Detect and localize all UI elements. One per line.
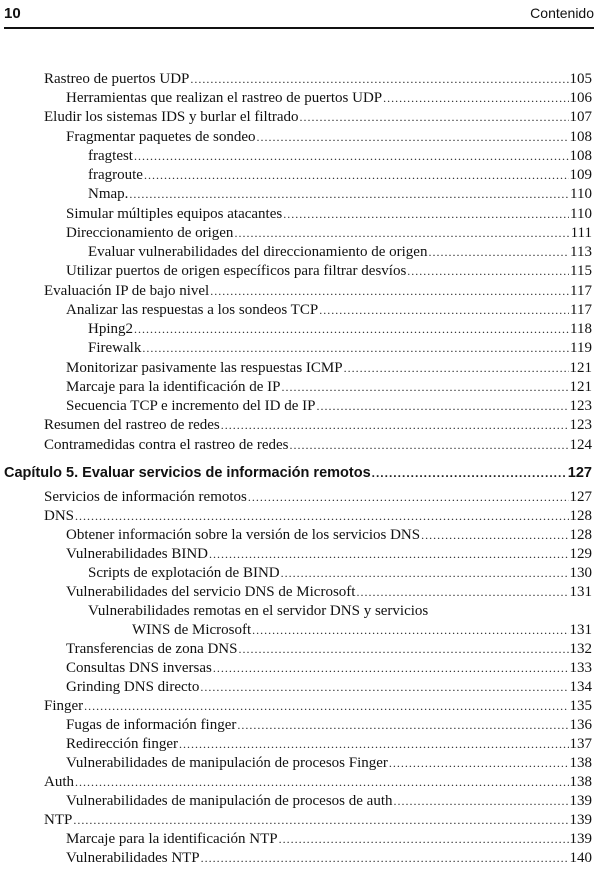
toc-entry: DNS ..... 128 [44,507,592,526]
toc-entry: Grinding DNS directo ..... 134 [66,678,592,697]
toc-entry: Fragmentar paquetes de sondeo ..... 108 [66,128,592,147]
toc-entry: Fugas de información finger ..... 136 [66,716,592,735]
toc-entry: Scripts de explotación de BIND ..... 130 [88,564,592,583]
toc-entry: Herramientas que realizan el rastreo de puertos UDP ..... 106 [66,89,592,108]
toc-entry: Obtener información sobre la versión de los servicios DNS ..... 128 [66,526,592,545]
toc-entry: Monitorizar pasivamente las respuestas ICMP ..... 121 [66,359,592,378]
toc-entry: NTP ..... 139 [44,811,592,830]
toc-entry: Simular múltiples equipos atacantes ..... 110 [66,205,592,224]
toc-entry: Vulnerabilidades de manipulación de procesos de auth ..... 139 [66,792,592,811]
toc-entry: Marcaje para la identificación NTP ..... 139 [66,830,592,849]
section-title: Contenido [530,5,594,21]
toc-entry: Secuencia TCP e incremento del ID de IP ..... 123 [66,397,592,416]
toc-entry: Finger ..... 135 [44,697,592,716]
toc-entry: Servicios de información remotos ..... 127 [44,488,592,507]
toc-chapter-heading: Capítulo 5. Evaluar servicios de información remotos ..... 127 [4,464,592,483]
toc-entry: Utilizar puertos de origen específicos para filtrar desvíos ..... 115 [66,262,592,281]
toc-entry: Resumen del rastreo de redes ..... 123 [44,416,592,435]
toc-entry: Redirección finger ..... 137 [66,735,592,754]
toc-entry: Evaluación IP de bajo nivel ..... 117 [44,282,592,301]
running-header [4,3,594,29]
toc-entry: Transferencias de zona DNS ..... 132 [66,640,592,659]
toc-entry: Eludir los sistemas IDS y burlar el filtrado ..... 107 [44,108,592,127]
toc-entry: Firewalk ..... 119 [88,339,592,358]
toc-entry: Marcaje para la identificación de IP ..... 121 [66,378,592,397]
toc-entry: Vulnerabilidades de manipulación de procesos Finger ..... 138 [66,754,592,773]
toc-entry: Evaluar vulnerabilidades del direccionamiento de origen ..... 113 [88,243,592,262]
toc-entry: Rastreo de puertos UDP ..... 105 [44,70,592,89]
toc-entry: Analizar las respuestas a los sondeos TCP ..... 117 [66,301,592,320]
toc-entry: Vulnerabilidades del servicio DNS de Microsoft ..... 131 [66,583,592,602]
toc-entry-first-line: Vulnerabilidades remotas en el servidor DNS y servicios [88,603,429,619]
toc-entry: Contramedidas contra el rastreo de redes ..... 124 [44,436,592,455]
toc-entry: fragroute ..... 109 [88,166,592,185]
page-number: 10 [4,5,21,22]
toc-entry: Auth ..... 138 [44,773,592,792]
toc-entry: Vulnerabilidades BIND ..... 129 [66,545,592,564]
toc-entry: fragtest ..... 108 [88,147,592,166]
toc-entry: Nmap. ..... 110 [88,185,592,204]
toc-entry: Direccionamiento de origen ..... 111 [66,224,592,243]
toc-entry: Vulnerabilidades NTP ..... 140 [66,849,592,868]
toc-entry: Consultas DNS inversas ..... 133 [66,659,592,678]
toc-entry: Hping2 ..... 118 [88,320,592,339]
toc-entry-continuation: WINS de Microsoft ..... 131 [132,621,592,640]
